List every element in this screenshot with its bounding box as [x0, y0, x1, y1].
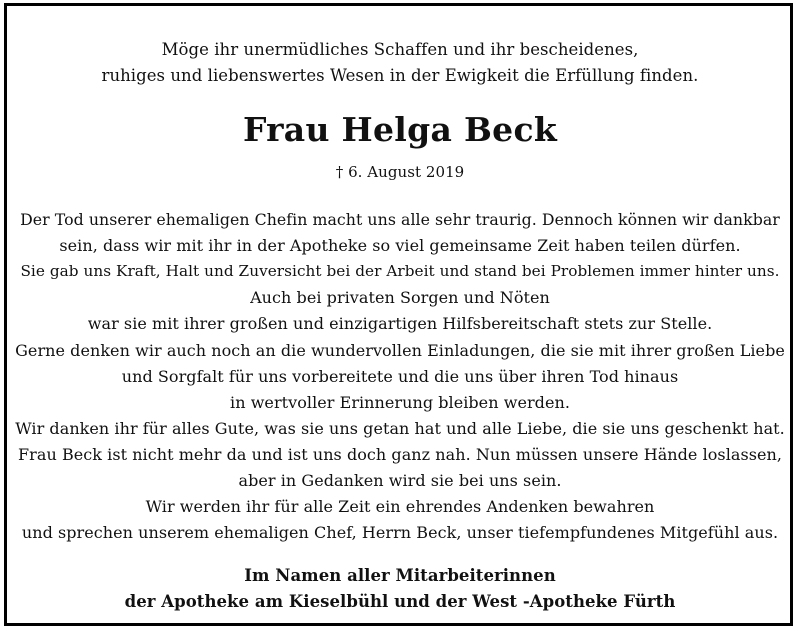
body-line-10: Frau Beck ist nicht mehr da und ist uns doch ganz nah. Nun müssen unsere Hände loslassen, [18, 445, 782, 464]
deceased-name: Frau Helga Beck [242, 110, 558, 149]
signature-line-1: Im Namen aller Mitarbeiterinnen [244, 566, 556, 585]
body-line-4: Auch bei privaten Sorgen und Nöten [250, 288, 550, 307]
body-line-1: Der Tod unserer ehemaligen Chefin macht uns alle sehr traurig. Dennoch können wir dankbar [20, 210, 780, 229]
signature-line-2: der Apotheke am Kieselbühl und der West -Apotheke Fürth [124, 592, 676, 611]
body-line-7: und Sorgfalt für uns vorbereitete und die uns über ihren Tod hinaus [121, 367, 679, 386]
body-line-8: in wertvoller Erinnerung bleiben werden. [230, 393, 570, 412]
body-line-6: Gerne denken wir auch noch an die wundervollen Einladungen, die sie mit ihrer großen Liebe [15, 341, 785, 360]
body-line-12: Wir werden ihr für alle Zeit ein ehrendes Andenken bewahren [145, 497, 655, 516]
body-line-11: aber in Gedanken wird sie bei uns sein. [238, 471, 562, 490]
body-line-2: sein, dass wir mit ihr in der Apotheke so viel gemeinsame Zeit haben teilen dürfen. [59, 236, 741, 255]
motto-line-2: ruhiges und liebenswertes Wesen in der Ewigkeit die Erfüllung finden. [101, 66, 699, 85]
body-line-9: Wir danken ihr für alles Gute, was sie uns getan hat und alle Liebe, die sie uns geschenkt hat. [15, 419, 785, 438]
death-date: † 6. August 2019 [335, 163, 465, 181]
body-line-3: Sie gab uns Kraft, Halt und Zuversicht bei der Arbeit und stand bei Problemen immer hinter uns. [20, 262, 780, 280]
motto-line-1: Möge ihr unermüdliches Schaffen und ihr bescheidenes, [161, 40, 639, 59]
body-line-5: war sie mit ihrer großen und einzigartigen Hilfsbereitschaft stets zur Stelle. [87, 314, 713, 333]
body-line-13: und sprechen unserem ehemaligen Chef, Herrn Beck, unser tiefempfundenes Mitgefühl aus. [21, 523, 779, 542]
